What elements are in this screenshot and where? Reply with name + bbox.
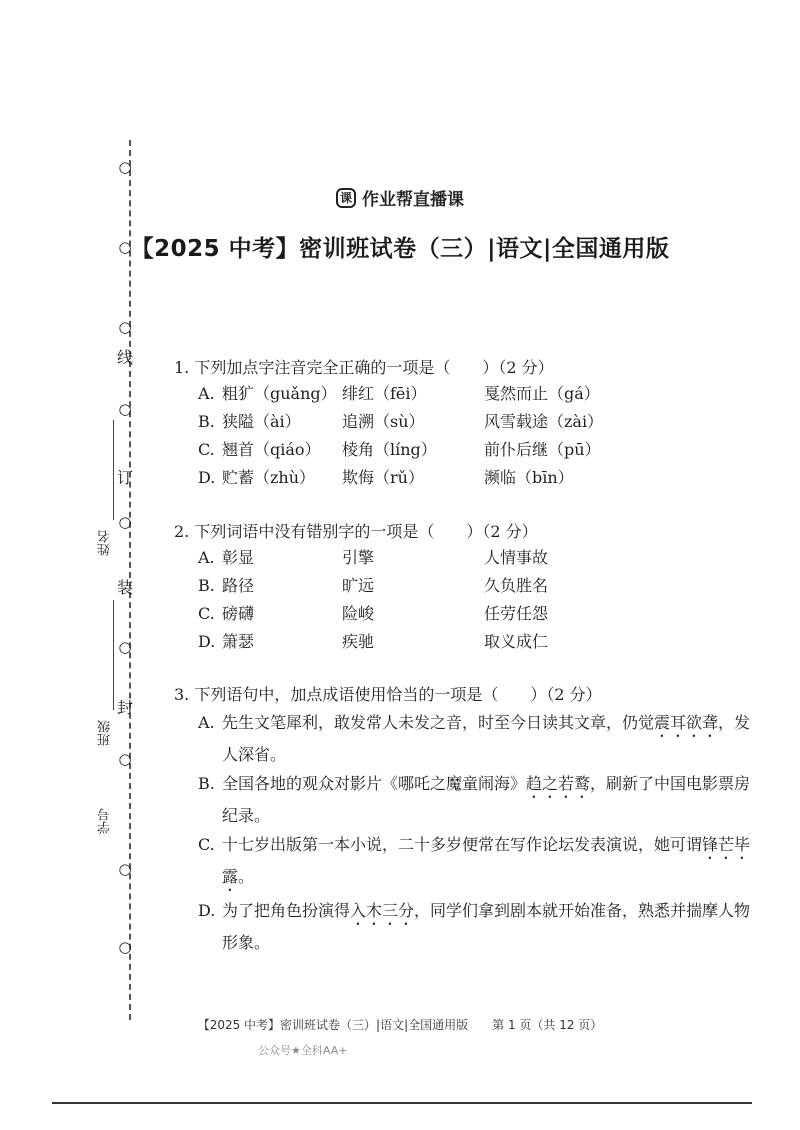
page-footer: 【2025 中考】密训班试卷（三）|语文|全国通用版 第 1 页（共 12 页） (197, 1018, 603, 1032)
option-item: 濒临（bīn） (484, 468, 574, 487)
option-item: 粗犷（guǎng） (222, 384, 337, 403)
option-text: 全国各地的观众对影片《哪吒之魔童闹海》 (222, 774, 527, 793)
binding-circle: ○ (118, 750, 132, 768)
option-text: ，发人深省。 (222, 713, 751, 764)
binding-mark-zhuang: 装 (116, 578, 133, 597)
dotted-idiom: 震耳欲聋 (654, 713, 719, 732)
option-text: 先生文笔犀利，敢发常人未发之音，时至今日读其文章，仍觉 (222, 713, 655, 732)
binding-circle: ○ (118, 400, 132, 418)
option-item: 险峻 (342, 604, 375, 623)
option-row-b (174, 572, 760, 600)
question-stem: 3. 下列语句中，加点成语使用恰当的一项是（ ）（2 分） (174, 685, 602, 704)
option-item: 旷远 (342, 576, 375, 595)
option-item: 久负胜名 (484, 576, 549, 595)
question-stem: 1. 下列加点字注音完全正确的一项是（ ）（2 分） (174, 358, 554, 377)
option-label: D. (198, 468, 216, 487)
option-text: ，刷新了中国电影票房纪录。 (222, 774, 751, 825)
option-item: 贮蓄（zhù） (222, 468, 316, 487)
brand (0, 185, 800, 210)
option-row-c (174, 600, 760, 628)
option-item: 狭隘（ài） (222, 412, 301, 431)
option-item: 绯红（fēi） (342, 384, 427, 403)
option-item: 戛然而止（gá） (484, 384, 600, 403)
binding-circle: ○ (118, 318, 132, 336)
option-label: D. (198, 632, 216, 651)
option-label: C. (198, 440, 215, 459)
bottom-rule (52, 1102, 752, 1104)
dotted-idiom: 锋芒毕露 (222, 835, 751, 886)
option-label: A. (198, 713, 215, 732)
option-label: A. (198, 548, 215, 567)
binding-mark-feng: 封 (116, 698, 133, 717)
question-3 (174, 683, 760, 956)
option-row-c (174, 436, 760, 464)
option-item: 欺侮（rǔ） (342, 468, 424, 487)
binding-circle: ○ (118, 860, 132, 878)
option-b (174, 770, 760, 829)
watermark: 公众号★全科AA+ (258, 1044, 348, 1057)
class-label: 班级 (98, 720, 113, 746)
course-logo-icon: 课 (336, 188, 356, 208)
option-item: 追溯（sù） (342, 412, 425, 431)
binding-circle: ○ (118, 158, 132, 176)
name-label: 姓名 (98, 530, 113, 556)
brand-name: 作业帮直播课 (362, 190, 464, 210)
binding-circle: ○ (118, 513, 132, 531)
option-item: 取义成仁 (484, 632, 549, 651)
option-label: D. (198, 901, 216, 920)
option-item: 任劳任怨 (484, 604, 549, 623)
option-item: 人情事故 (484, 548, 549, 567)
option-row-a (174, 544, 760, 572)
page-title: 【2025 中考】密训班试卷（三）|语文|全国通用版 (130, 236, 670, 262)
option-item: 箫瑟 (222, 632, 255, 651)
dotted-idiom: 入木三分 (350, 901, 415, 920)
dotted-idiom: 趋之若鹜 (526, 774, 591, 793)
option-a (174, 709, 760, 768)
option-label: B. (198, 774, 215, 793)
binding-circle: ○ (118, 938, 132, 956)
class-write-line (113, 600, 114, 710)
student-id-label: 学号 (98, 808, 113, 834)
option-item: 磅礴 (222, 604, 255, 623)
name-write-line (113, 420, 114, 520)
option-item: 彰显 (222, 548, 255, 567)
question-stem: 2. 下列词语中没有错别字的一项是（ ）（2 分） (174, 522, 538, 541)
question-1 (174, 356, 760, 492)
option-item: 翘首（qiáo） (222, 440, 321, 459)
option-item: 路径 (222, 576, 255, 595)
binding-circle: ○ (118, 638, 132, 656)
option-label: B. (198, 576, 215, 595)
binding-mark-line: 线 (116, 348, 133, 367)
option-row-d (174, 628, 760, 656)
option-text: 十七岁出版第一本小说，二十多岁便常在写作论坛发表演说，她可谓 (222, 835, 703, 854)
option-text: ，同学们拿到剧本就开始准备，熟悉并揣摩人物形象。 (222, 901, 751, 952)
option-item: 风雪载途（zài） (484, 412, 604, 431)
option-label: B. (198, 412, 215, 431)
binding-mark-ding: 订 (116, 468, 133, 487)
binding-marks (112, 140, 138, 1020)
option-text: 为了把角色扮演得 (222, 901, 351, 920)
option-item: 前仆后继（pū） (484, 440, 601, 459)
option-c (174, 831, 760, 895)
binding-circle: ○ (118, 238, 132, 256)
option-label: C. (198, 604, 215, 623)
option-label: A. (198, 384, 215, 403)
option-label: C. (198, 835, 215, 854)
option-text: 。 (238, 867, 255, 886)
option-row-a (174, 380, 760, 408)
option-item: 引擎 (342, 548, 375, 567)
option-item: 棱角（líng） (342, 440, 437, 459)
option-row-d (174, 464, 760, 492)
option-d (174, 897, 760, 956)
option-item: 疾驰 (342, 632, 375, 651)
question-2 (174, 520, 760, 656)
option-row-b (174, 408, 760, 436)
